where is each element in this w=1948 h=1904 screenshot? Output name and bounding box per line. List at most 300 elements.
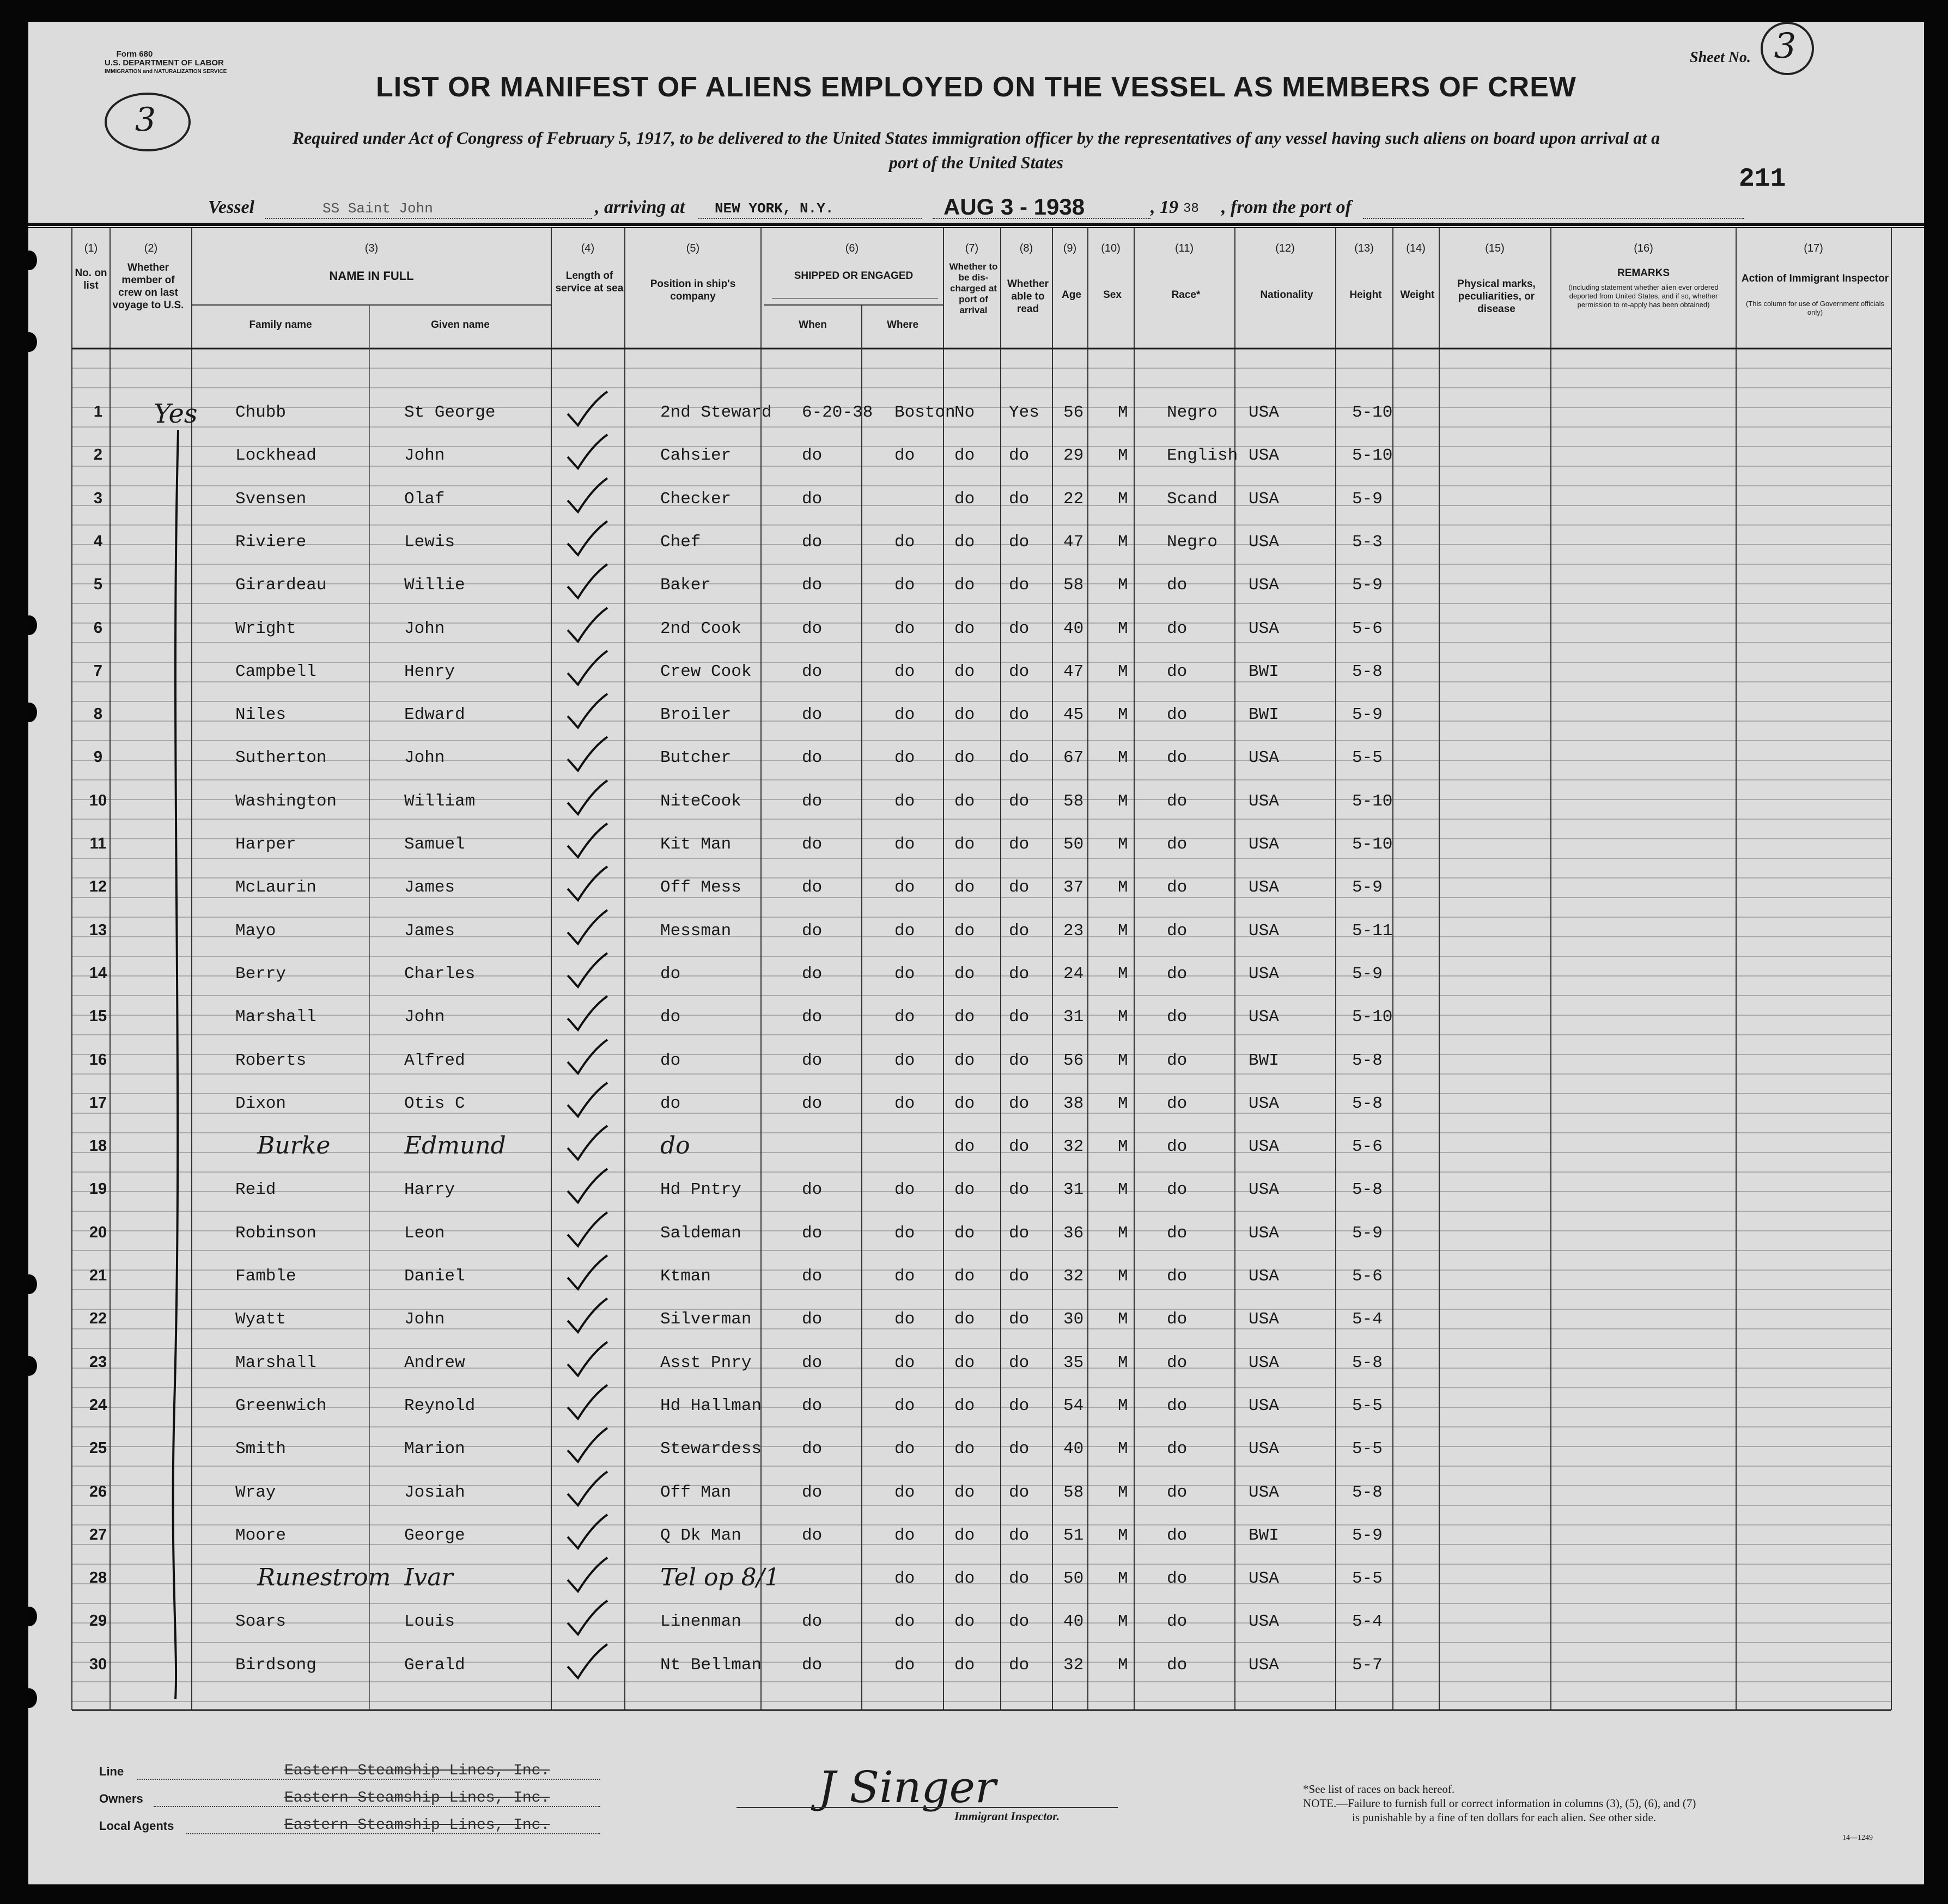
discharged-cell: do [954, 964, 975, 984]
page-title: LIST OR MANIFEST OF ALIENS EMPLOYED ON THE VESSEL AS MEMBERS OF CREW [376, 71, 1576, 103]
read-cell: do [1009, 1267, 1030, 1286]
penalty-note-1: NOTE.—Failure to furnish full or correct information in columns (3), (5), (6), and (7) [1303, 1797, 1696, 1810]
position-cell: NiteCook [660, 791, 741, 811]
discharged-cell: do [954, 1180, 975, 1200]
nationality-cell: USA [1249, 1223, 1279, 1243]
sex-cell: M [1118, 1310, 1128, 1329]
family-cell: Greenwich [235, 1396, 327, 1415]
column-number: (6) [845, 242, 859, 254]
check-mark-icon [565, 606, 610, 644]
given-cell: Otis C [404, 1094, 465, 1113]
nationality-cell: USA [1249, 748, 1279, 768]
sex-cell: M [1118, 921, 1128, 941]
check-mark-icon [565, 692, 610, 730]
discharged-cell: do [954, 1612, 975, 1632]
height-cell: 5-10 [1352, 403, 1393, 422]
where-cell: do [894, 1353, 915, 1372]
given-cell: John [404, 748, 445, 768]
race-cell: Scand [1167, 489, 1218, 509]
row-number: 30 [89, 1655, 107, 1673]
race-cell: Negro [1167, 532, 1218, 552]
discharged-cell: do [954, 1525, 975, 1545]
height-cell: 5-8 [1352, 662, 1383, 681]
given-cell: Henry [404, 662, 455, 681]
where-cell: do [894, 878, 915, 898]
nationality-cell: USA [1249, 1396, 1279, 1415]
sex-cell: M [1118, 1051, 1128, 1070]
height-cell: 5-11 [1352, 921, 1393, 941]
owners-label: Owners [99, 1792, 143, 1805]
position-cell: Butcher [660, 748, 732, 768]
sex-cell: M [1118, 446, 1128, 466]
family-cell: Wright [235, 619, 296, 638]
height-cell: 5-7 [1352, 1655, 1383, 1675]
position-cell: Ktman [660, 1267, 711, 1286]
when-cell: do [802, 1094, 823, 1113]
family-cell: Lockhead [235, 446, 316, 466]
sex-cell: M [1118, 1180, 1128, 1200]
height-cell: 5-10 [1352, 791, 1393, 811]
column-number: (9) [1063, 242, 1077, 254]
discharged-cell: do [954, 1137, 975, 1157]
subtitle-line-1: Required under Act of Congress of February 5, 1917, to be delivered to the United States immigration officer by the representatives of any vessel having such aliens on board upon arrival at a [292, 128, 1660, 148]
sex-cell: M [1118, 1267, 1128, 1286]
sheet-label: Sheet No. [1690, 49, 1751, 66]
read-cell: do [1009, 705, 1030, 725]
race-cell: do [1167, 1569, 1188, 1589]
read-cell: do [1009, 1094, 1030, 1113]
height-cell: 5-9 [1352, 576, 1383, 595]
position-cell: Off Man [660, 1482, 732, 1502]
where-cell: do [894, 791, 915, 811]
when-cell: do [802, 662, 823, 681]
read-cell: do [1009, 921, 1030, 941]
read-cell: do [1009, 1612, 1030, 1632]
age-cell: 37 [1063, 878, 1084, 898]
check-mark-icon [565, 951, 610, 989]
read-cell: do [1009, 748, 1030, 768]
check-mark-icon [565, 1253, 610, 1291]
when-cell: do [802, 964, 823, 984]
check-mark-icon [565, 778, 610, 816]
vessel-label: Vessel [208, 197, 254, 217]
family-cell: Girardeau [235, 576, 327, 595]
where-cell: do [894, 705, 915, 725]
print-code: 14—1249 [1842, 1834, 1873, 1842]
col-family-header: Family name [249, 319, 312, 331]
race-cell: do [1167, 1482, 1188, 1502]
line-label: Line [99, 1765, 124, 1778]
family-cell: Berry [235, 964, 287, 984]
discharged-cell: do [954, 1353, 975, 1372]
check-mark-icon [565, 1512, 610, 1551]
discharged-cell: do [954, 662, 975, 681]
race-cell: do [1167, 878, 1188, 898]
when-cell: do [802, 835, 823, 854]
when-cell: do [802, 489, 823, 509]
where-cell: Boston [894, 403, 955, 422]
race-cell: English [1167, 446, 1238, 466]
row-number: 9 [93, 748, 103, 766]
row-number: 15 [89, 1008, 107, 1026]
column-number: (15) [1485, 242, 1505, 254]
discharged-cell: do [954, 619, 975, 638]
where-cell: do [894, 1094, 915, 1113]
when-cell: do [802, 1051, 823, 1070]
check-mark-icon [565, 1081, 610, 1119]
age-cell: 32 [1063, 1267, 1084, 1286]
row-number: 26 [89, 1482, 107, 1500]
row-number: 28 [89, 1569, 107, 1587]
when-cell: do [802, 748, 823, 768]
col-position-header: Position in ship's company [650, 278, 736, 302]
sex-cell: M [1118, 748, 1128, 768]
check-mark-icon [565, 1167, 610, 1205]
where-cell: do [894, 446, 915, 466]
race-cell: do [1167, 1396, 1188, 1415]
nationality-cell: USA [1249, 791, 1279, 811]
given-cell: James [404, 921, 455, 941]
discharged-cell: do [954, 1655, 975, 1675]
position-cell: Messman [660, 921, 732, 941]
col-discharged-header: Whether to be dis- charged at port of arrival [949, 261, 998, 315]
height-cell: 5-8 [1352, 1094, 1383, 1113]
position-cell: Saldeman [660, 1223, 741, 1243]
sex-cell: M [1118, 532, 1128, 552]
col-action-note: (This column for use of Government officials only) [1745, 300, 1885, 316]
race-cell: do [1167, 1612, 1188, 1632]
discharged-cell: do [954, 1051, 975, 1070]
col-name-header: NAME IN FULL [329, 269, 414, 283]
read-cell: do [1009, 1655, 1030, 1675]
family-cell: Chubb [235, 403, 287, 422]
where-cell: do [894, 1569, 915, 1589]
discharged-cell: do [954, 1008, 975, 1027]
when-cell: do [802, 878, 823, 898]
when-cell: do [802, 1353, 823, 1372]
check-mark-icon [565, 519, 610, 557]
where-cell: do [894, 1482, 915, 1502]
age-cell: 58 [1063, 576, 1084, 595]
manifest-sheet [28, 22, 1924, 1884]
age-cell: 29 [1063, 446, 1084, 466]
position-cell: Checker [660, 489, 732, 509]
family-cell: Runestrom [257, 1564, 391, 1592]
row-number: 7 [93, 662, 103, 680]
family-cell: Birdsong [235, 1655, 316, 1675]
column-number: (10) [1101, 242, 1121, 254]
age-cell: 40 [1063, 1612, 1084, 1632]
sex-cell: M [1118, 1482, 1128, 1502]
sex-cell: M [1118, 1094, 1128, 1113]
family-cell: Harper [235, 835, 296, 854]
col-remarks-header: REMARKS [1617, 267, 1670, 279]
check-mark-icon [565, 432, 610, 471]
race-cell: do [1167, 1051, 1188, 1070]
column-number: (17) [1804, 242, 1823, 254]
age-cell: 31 [1063, 1008, 1084, 1027]
row-number: 2 [93, 446, 103, 464]
nationality-cell: USA [1249, 489, 1279, 509]
sex-cell: M [1118, 403, 1128, 422]
nationality-cell: USA [1249, 1094, 1279, 1113]
check-mark-icon [565, 389, 610, 428]
position-cell: do [660, 1008, 681, 1027]
discharged-cell: do [954, 705, 975, 725]
when-cell: do [802, 1310, 823, 1329]
family-cell: Dixon [235, 1094, 287, 1113]
age-cell: 50 [1063, 1569, 1084, 1589]
when-cell: do [802, 921, 823, 941]
family-cell: Roberts [235, 1051, 307, 1070]
given-cell: Louis [404, 1612, 455, 1632]
nationality-cell: USA [1249, 835, 1279, 854]
where-cell: do [894, 748, 915, 768]
position-cell: Crew Cook [660, 662, 752, 681]
read-cell: do [1009, 1569, 1030, 1589]
height-cell: 5-3 [1352, 532, 1383, 552]
age-cell: 38 [1063, 1094, 1084, 1113]
col-where-header: Where [886, 319, 919, 331]
column-number: (14) [1406, 242, 1426, 254]
check-mark-icon [565, 1383, 610, 1421]
race-cell: do [1167, 748, 1188, 768]
where-cell: do [894, 1310, 915, 1329]
column-number: (3) [364, 242, 379, 254]
given-cell: Willie [404, 576, 465, 595]
position-cell: Asst Pnry [660, 1353, 752, 1372]
row-number: 17 [89, 1094, 107, 1112]
sex-cell: M [1118, 1612, 1128, 1632]
age-cell: 23 [1063, 921, 1084, 941]
when-cell: do [802, 619, 823, 638]
row-number: 10 [89, 791, 107, 809]
given-cell: Olaf [404, 489, 445, 509]
row-number: 8 [93, 705, 103, 723]
check-mark-icon [565, 864, 610, 902]
family-cell: Robinson [235, 1223, 316, 1243]
col-member-header: Whether member of crew on last voyage to U.S. [112, 262, 184, 311]
age-cell: 24 [1063, 964, 1084, 984]
race-cell: do [1167, 1655, 1188, 1675]
when-cell: do [802, 1267, 823, 1286]
read-cell: do [1009, 878, 1030, 898]
row-number: 4 [93, 532, 103, 550]
given-cell: John [404, 619, 445, 638]
where-cell: do [894, 1223, 915, 1243]
height-cell: 5-6 [1352, 1267, 1383, 1286]
age-cell: 51 [1063, 1525, 1084, 1545]
where-cell: do [894, 1612, 915, 1632]
sex-cell: M [1118, 878, 1128, 898]
nationality-cell: USA [1249, 576, 1279, 595]
position-cell: do [660, 1094, 681, 1113]
sex-cell: M [1118, 705, 1128, 725]
where-cell: do [894, 1396, 915, 1415]
row-number: 27 [89, 1525, 107, 1543]
check-mark-icon [565, 1426, 610, 1464]
race-cell: do [1167, 1525, 1188, 1545]
when-cell: do [802, 1655, 823, 1675]
age-cell: 50 [1063, 835, 1084, 854]
discharged-cell: No [954, 403, 975, 422]
age-cell: 31 [1063, 1180, 1084, 1200]
check-mark-icon [565, 735, 610, 773]
races-note: *See list of races on back hereof. [1303, 1783, 1455, 1796]
age-cell: 22 [1063, 489, 1084, 509]
row-number: 1 [93, 403, 103, 420]
discharged-cell: do [954, 1396, 975, 1415]
form-number: Form 680 [116, 50, 153, 59]
sex-cell: M [1118, 1223, 1128, 1243]
column-number: (2) [144, 242, 158, 254]
race-cell: do [1167, 835, 1188, 854]
column-number: (8) [1019, 242, 1033, 254]
race-cell: do [1167, 705, 1188, 725]
local-agents-value: Eastern Steamship Lines, Inc. [284, 1817, 550, 1834]
height-cell: 5-5 [1352, 1569, 1383, 1589]
where-cell: do [894, 1655, 915, 1675]
row-number: 25 [89, 1439, 107, 1457]
when-cell: do [802, 1396, 823, 1415]
check-mark-icon [565, 994, 610, 1032]
discharged-cell: do [954, 532, 975, 552]
where-cell: do [894, 1267, 915, 1286]
row-number: 19 [89, 1180, 107, 1198]
family-cell: Reid [235, 1180, 276, 1200]
discharged-cell: do [954, 1094, 975, 1113]
sex-cell: M [1118, 662, 1128, 681]
read-cell: do [1009, 791, 1030, 811]
row-number: 29 [89, 1612, 107, 1630]
row-number: 18 [89, 1137, 107, 1155]
race-cell: do [1167, 1310, 1188, 1329]
read-cell: do [1009, 576, 1030, 595]
row-number: 6 [93, 619, 103, 637]
discharged-cell: do [954, 878, 975, 898]
sex-cell: M [1118, 964, 1128, 984]
position-cell: Cahsier [660, 446, 732, 466]
family-cell: Wyatt [235, 1310, 287, 1329]
family-cell: Burke [257, 1132, 331, 1160]
check-mark-icon [565, 1598, 610, 1637]
given-cell: Samuel [404, 835, 465, 854]
height-cell: 5-6 [1352, 1137, 1383, 1157]
col-remarks-note: (Including statement whether alien ever ordered deported from United States, and if so, whether permission to re-apply has been obtained) [1568, 283, 1719, 309]
nationality-cell: USA [1249, 1267, 1279, 1286]
row-number: 24 [89, 1396, 107, 1414]
where-cell: do [894, 1008, 915, 1027]
discharged-cell: do [954, 921, 975, 941]
when-cell: do [802, 532, 823, 552]
nationality-cell: USA [1249, 1655, 1279, 1675]
col-given-header: Given name [431, 319, 490, 331]
read-cell: do [1009, 1223, 1030, 1243]
service-name: IMMIGRATION and NATURALIZATION SERVICE [105, 69, 227, 75]
read-cell: do [1009, 1180, 1030, 1200]
col-physical-header: Physical marks, peculiarities, or disease [1457, 278, 1536, 315]
position-cell: Linenman [660, 1612, 741, 1632]
race-cell: do [1167, 1439, 1188, 1459]
nationality-cell: USA [1249, 532, 1279, 552]
sex-cell: M [1118, 835, 1128, 854]
discharged-cell: do [954, 791, 975, 811]
position-cell: Broiler [660, 705, 732, 725]
nationality-cell: USA [1249, 1353, 1279, 1372]
given-cell: Edward [404, 705, 465, 725]
col-when-header: When [799, 319, 827, 331]
sex-cell: M [1118, 1008, 1128, 1027]
read-cell: do [1009, 619, 1030, 638]
column-number: (7) [965, 242, 979, 254]
height-cell: 5-10 [1352, 835, 1393, 854]
position-cell: Tel op 8/1 [660, 1564, 780, 1592]
height-cell: 5-5 [1352, 1396, 1383, 1415]
age-cell: 40 [1063, 619, 1084, 638]
check-mark-icon [565, 821, 610, 859]
column-number: (13) [1354, 242, 1374, 254]
arrival-date-stamp: AUG 3 - 1938 [943, 194, 1085, 219]
height-cell: 5-10 [1352, 1008, 1393, 1027]
height-cell: 5-9 [1352, 489, 1383, 509]
discharged-cell: do [954, 1310, 975, 1329]
age-cell: 56 [1063, 1051, 1084, 1070]
arriving-port: NEW YORK, N.Y. [715, 200, 834, 217]
where-cell: do [894, 964, 915, 984]
age-cell: 58 [1063, 791, 1084, 811]
race-cell: do [1167, 1137, 1188, 1157]
race-cell: do [1167, 921, 1188, 941]
col-action-header: Action of Immigrant Inspector [1741, 273, 1889, 284]
when-cell: do [802, 1439, 823, 1459]
position-cell: Silverman [660, 1310, 752, 1329]
check-mark-icon [565, 1296, 610, 1334]
discharged-cell: do [954, 835, 975, 854]
read-cell: do [1009, 1008, 1030, 1027]
row-number: 12 [89, 878, 107, 896]
check-mark-icon [565, 562, 610, 600]
family-cell: Washington [235, 791, 337, 811]
given-cell: Alfred [404, 1051, 465, 1070]
when-cell: do [802, 1223, 823, 1243]
position-cell: Off Mess [660, 878, 741, 898]
check-mark-icon [565, 1642, 610, 1680]
inspector-label: Immigrant Inspector. [954, 1809, 1060, 1823]
position-cell: 2nd Steward [660, 403, 772, 422]
check-mark-icon [565, 1469, 610, 1508]
where-cell: do [894, 576, 915, 595]
check-mark-icon [565, 908, 610, 946]
sex-cell: M [1118, 1439, 1128, 1459]
from-port-label: , from the port of [1221, 197, 1352, 217]
sex-cell: M [1118, 1525, 1128, 1545]
when-cell: do [802, 1482, 823, 1502]
height-cell: 5-8 [1352, 1353, 1383, 1372]
age-cell: 56 [1063, 403, 1084, 422]
col-nationality-header: Nationality [1260, 289, 1313, 301]
family-cell: Wray [235, 1482, 276, 1502]
nationality-cell: USA [1249, 1137, 1279, 1157]
line-value: Eastern Steamship Lines, Inc. [284, 1762, 550, 1779]
age-cell: 47 [1063, 662, 1084, 681]
given-cell: Lewis [404, 532, 455, 552]
where-cell: do [894, 835, 915, 854]
sex-cell: M [1118, 576, 1128, 595]
sex-cell: M [1118, 619, 1128, 638]
height-cell: 5-4 [1352, 1612, 1383, 1632]
discharged-cell: do [954, 1569, 975, 1589]
given-cell: Josiah [404, 1482, 465, 1502]
